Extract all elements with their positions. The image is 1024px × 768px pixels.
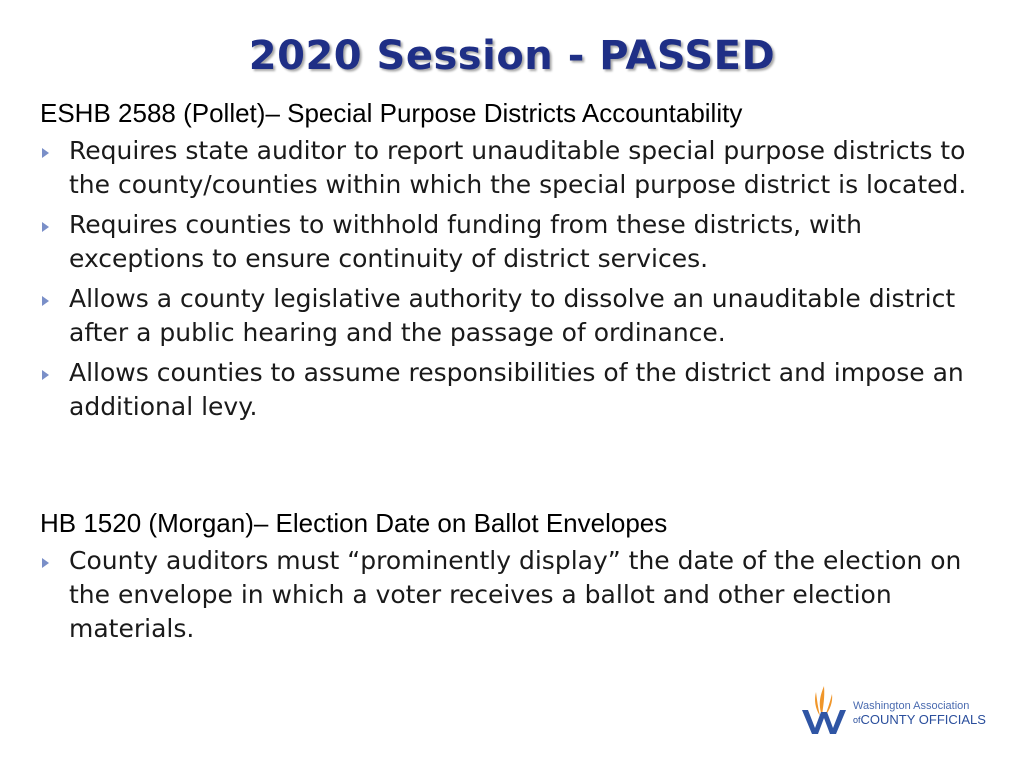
bullet-list xyxy=(40,544,1000,646)
triangle-bullet-icon xyxy=(42,148,49,158)
bullet-item xyxy=(40,544,1000,646)
logo-line2-prefix: of xyxy=(853,715,861,725)
bill-section-hb-1520 xyxy=(40,506,1000,652)
logo-line1: Washington Association xyxy=(853,700,970,712)
bullet-item xyxy=(40,356,1000,424)
bullet-text: Allows counties to assume responsibilities of the district and impose an additional levy. xyxy=(69,358,964,421)
bill-heading: HB 1520 (Morgan)– Election Date on Ballot Envelopes xyxy=(40,508,668,538)
bullet-text: Allows a county legislative authority to dissolve an unauditable district after a public hearing and the passage of ordinance. xyxy=(69,284,956,347)
slide-title: 2020 Session - PASSED xyxy=(248,33,776,79)
triangle-bullet-icon xyxy=(42,296,49,306)
bullet-text: Requires counties to withhold funding from these districts, with exceptions to ensure continuity of district services. xyxy=(69,210,863,273)
bill-heading: ESHB 2588 (Pollet)– Special Purpose Districts Accountability xyxy=(40,98,743,128)
bullet-item xyxy=(40,134,1000,202)
triangle-bullet-icon xyxy=(42,558,49,568)
bullet-text: Requires state auditor to report unauditable special purpose districts to the county/counties within which the special purpose district is located. xyxy=(69,136,967,199)
bill-section-eshb-2588 xyxy=(40,96,1000,430)
triangle-bullet-icon xyxy=(42,370,49,380)
triangle-bullet-icon xyxy=(42,222,49,232)
logo-line2-text: COUNTY OFFICIALS xyxy=(860,712,986,727)
bullet-list xyxy=(40,134,1000,424)
waco-logo xyxy=(798,682,988,738)
bullet-text: County auditors must “prominently display” the date of the election on the envelope in which a voter receives a ballot and other election materials. xyxy=(69,546,962,643)
waco-logo-mark-icon xyxy=(798,682,850,738)
bullet-item xyxy=(40,282,1000,350)
logo-line2 xyxy=(853,712,986,728)
bullet-item xyxy=(40,208,1000,276)
